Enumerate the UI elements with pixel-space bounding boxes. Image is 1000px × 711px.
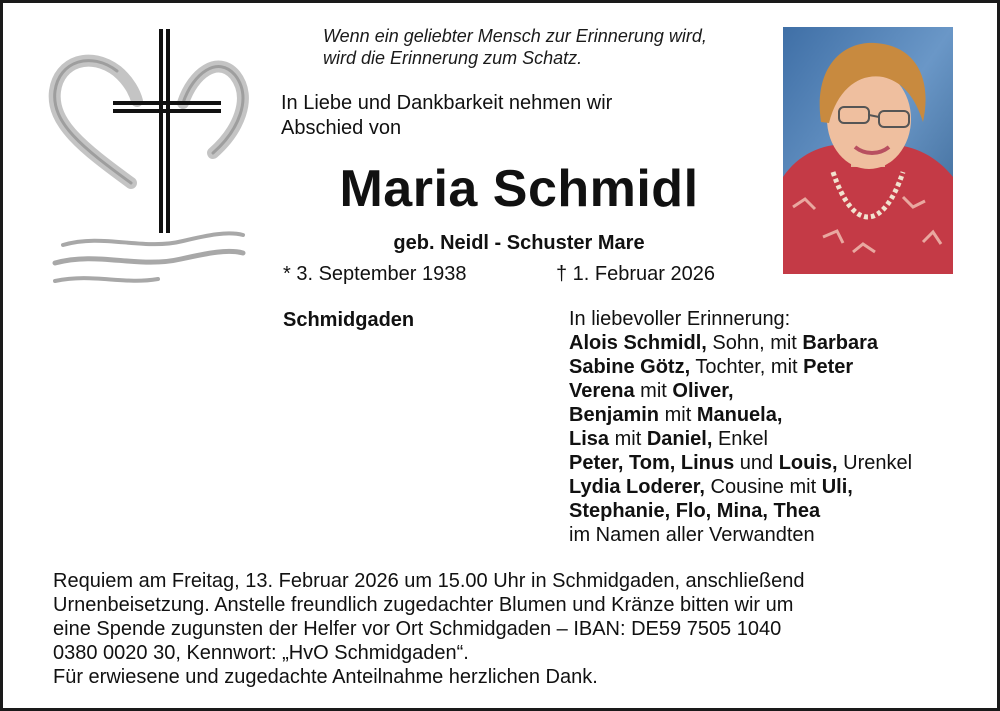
- intro-text: [281, 91, 612, 141]
- list-item: Peter, Tom, Linus und Louis, Urenkel: [569, 452, 913, 474]
- deceased-name: Maria Schmidl: [339, 160, 699, 218]
- residence-place: Schmidgaden: [283, 309, 415, 331]
- waves-icon: [55, 233, 243, 281]
- notice-line: Für erwiesene und zugedachte Anteilnahme herzlichen Dank.: [53, 666, 598, 688]
- list-item: Verena mit Oliver,: [569, 380, 734, 402]
- notice-line: 0380 0020 30, Kennwort: „HvO Schmidgaden“.: [53, 642, 469, 664]
- notice-line: Urnenbeisetzung. Anstelle freundlich zugedachter Blumen und Kränze bitten wir um: [53, 594, 794, 616]
- death-date: † 1. Februar 2026: [556, 263, 715, 285]
- heart-icon: [55, 61, 137, 183]
- mourners-list: [569, 307, 912, 547]
- birth-date: * 3. September 1938: [283, 263, 467, 285]
- maiden-name: geb. Neidl - Schuster Mare: [393, 232, 645, 254]
- list-item: Stephanie, Flo, Mina, Thea: [569, 500, 821, 522]
- list-item: Lydia Loderer, Cousine mit Uli,: [569, 476, 853, 498]
- memorial-quote: [323, 25, 707, 69]
- service-notice: [53, 569, 953, 689]
- list-item: Lisa mit Daniel, Enkel: [569, 428, 768, 450]
- list-item: Alois Schmidl, Sohn, mit Barbara: [569, 332, 879, 354]
- intro-line: Abschied von: [281, 117, 402, 139]
- notice-line: Requiem am Freitag, 13. Februar 2026 um 15.00 Uhr in Schmidgaden, anschließend: [53, 570, 805, 592]
- list-item: Sabine Götz, Tochter, mit Peter: [569, 356, 854, 378]
- quote-line: Wenn ein geliebter Mensch zur Erinnerung wird,: [323, 26, 707, 46]
- quote-line: wird die Erinnerung zum Schatz.: [323, 48, 583, 68]
- cross-icon: [113, 29, 221, 233]
- notice-line: eine Spende zugunsten der Helfer vor Ort Schmidgaden – IBAN: DE59 7505 1040: [53, 618, 782, 640]
- intro-line: In Liebe und Dankbarkeit nehmen wir: [281, 92, 613, 114]
- mourners-heading: In liebevoller Erinnerung:: [569, 308, 791, 330]
- mourners-closing: im Namen aller Verwandten: [569, 524, 815, 546]
- heart-cross-emblem: [43, 23, 253, 293]
- list-item: Benjamin mit Manuela,: [569, 404, 783, 426]
- portrait-photo: [783, 27, 953, 274]
